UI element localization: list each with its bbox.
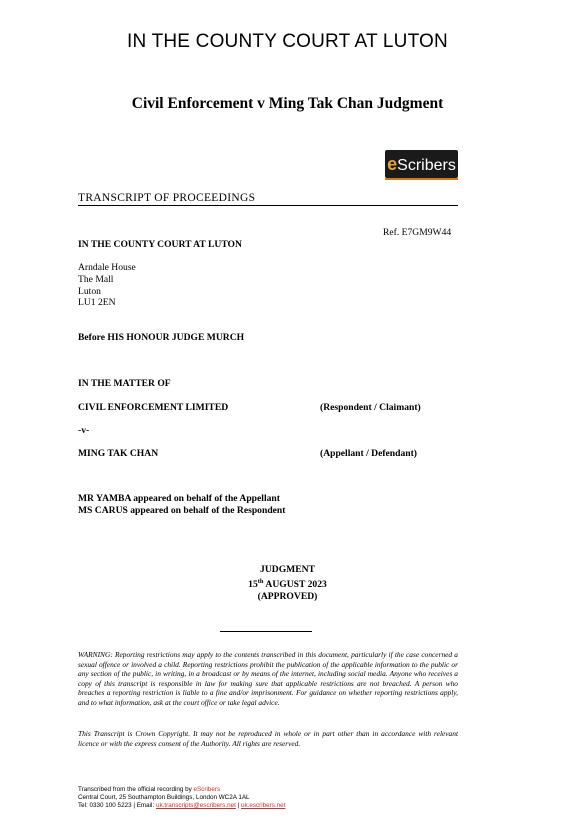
logo-underline bbox=[385, 178, 458, 180]
footer-line-3: Tel: 0330 100 5223 | Email: uk.transcripts@escribers.net | uk.escribers.net bbox=[78, 802, 286, 810]
transcript-heading: TRANSCRIPT OF PROCEEDINGS bbox=[78, 192, 458, 206]
appearances bbox=[78, 493, 285, 517]
claimant-role: (Respondent / Claimant) bbox=[320, 402, 421, 413]
logo-e: e bbox=[387, 154, 398, 174]
court-address bbox=[78, 262, 136, 309]
judgment-status: (APPROVED) bbox=[257, 591, 318, 603]
logo-text: Scribers bbox=[397, 157, 456, 174]
document-title: Civil Enforcement v Ming Tak Chan Judgment bbox=[131, 95, 444, 112]
page-header: IN THE COUNTY COURT AT LUTON bbox=[127, 31, 448, 52]
reference-number: Ref. E7GM9W44 bbox=[383, 227, 452, 238]
claimant-name: CIVIL ENFORCEMENT LIMITED bbox=[78, 402, 229, 413]
escribers-logo bbox=[385, 150, 458, 178]
address-line: LU1 2EN bbox=[78, 297, 116, 309]
email-link[interactable]: uk.transcripts@escribers.net bbox=[155, 802, 236, 810]
appearance-respondent: MS CARUS appeared on behalf of the Respondent bbox=[78, 505, 286, 516]
footer bbox=[78, 786, 285, 811]
judgment-date: 15th AUGUST 2023 bbox=[248, 578, 327, 591]
defendant-name: MING TAK CHAN bbox=[78, 448, 159, 459]
judgment-title: JUDGMENT bbox=[260, 564, 315, 575]
judgment-block bbox=[0, 564, 575, 603]
footer-line-2: Central Court, 25 Southampton Buildings, London WC2A 1AL bbox=[78, 794, 250, 802]
address-line: The Mall bbox=[78, 273, 114, 285]
judge-line: Before HIS HONOUR JUDGE MURCH bbox=[78, 332, 245, 343]
divider bbox=[220, 631, 312, 632]
address-line: Arndale House bbox=[78, 262, 136, 273]
address-line: Luton bbox=[78, 285, 101, 297]
website-link[interactable]: uk.escribers.net bbox=[240, 802, 286, 810]
copyright-notice: This Transcript is Crown Copyright. It may not be reproduced in whole or in part other than in accordance with relevant licence or with the express consent of the Authority. All rights are reserved. bbox=[78, 729, 458, 748]
reporting-warning: WARNING: Reporting restrictions may apply to the contents transcribed in this document, particularly if the case concerned a sexual offence or involved a child. Reporting restrictions prohibit the publication of the applicable information to the public or any section of the public, in writing, in a broadcast or by means of the internet, including social media. Anyone who receives a copy of this transcript is responsible in law for making sure that applicable restrictions are not breached. A person who breaches a reporting restriction is liable to a fine and/or imprisonment. For guidance on whether reporting restrictions apply, and to what information, ask at the court office or take legal advice. bbox=[78, 650, 458, 707]
matter-heading: IN THE MATTER OF bbox=[78, 378, 171, 389]
court-name: IN THE COUNTY COURT AT LUTON bbox=[78, 239, 242, 250]
defendant-role: (Appellant / Defendant) bbox=[320, 448, 418, 459]
versus: -v- bbox=[78, 425, 90, 436]
footer-brand: eScribers bbox=[193, 786, 221, 793]
footer-line-1: Transcribed from the official recording by eScribers bbox=[78, 786, 221, 793]
appearance-appellant: MR YAMBA appeared on behalf of the Appellant bbox=[78, 493, 280, 504]
